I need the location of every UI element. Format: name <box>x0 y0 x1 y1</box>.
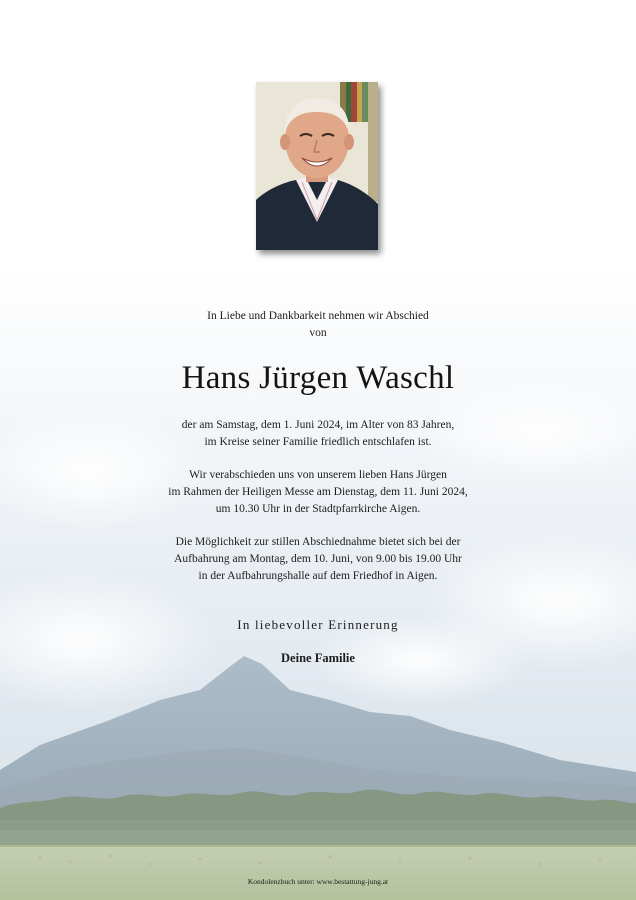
intro-line-2: von <box>309 327 327 339</box>
condolence-book-footer[interactable]: Kondolenzbuch unter: www.bestattung-jung.at <box>247 877 389 886</box>
service-line-2: im Rahmen der Heiligen Messe am Dienstag, dem 11. Juni 2024, <box>168 486 468 498</box>
viewing-paragraph <box>0 534 636 585</box>
service-paragraph <box>0 467 636 518</box>
service-line-1: Wir verabschieden uns von unserem lieben Hans Jürgen <box>189 469 447 481</box>
death-notice-line-2: im Kreise seiner Familie friedlich entschlafen ist. <box>204 436 432 448</box>
viewing-line-3: in der Aufbahrungshalle auf dem Friedhof in Aigen. <box>198 570 438 582</box>
portrait-photo <box>256 82 378 250</box>
viewing-line-2: Aufbahrung am Montag, dem 10. Juni, von 9.00 bis 19.00 Uhr <box>174 553 462 565</box>
death-notice-paragraph <box>0 417 636 451</box>
viewing-line-1: Die Möglichkeit zur stillen Abschiednahme bietet sich bei der <box>175 536 461 548</box>
deceased-name: Hans Jürgen Waschl <box>181 360 455 396</box>
remembrance-text: In liebevoller Erinnerung <box>237 617 399 632</box>
intro-text <box>0 308 636 342</box>
death-notice-line-1: der am Samstag, dem 1. Juni 2024, im Alter von 83 Jahren, <box>181 419 455 431</box>
intro-line-1: In Liebe und Dankbarkeit nehmen wir Abschied <box>207 310 429 322</box>
service-line-3: um 10.30 Uhr in der Stadtpfarrkirche Aigen. <box>215 503 421 515</box>
portrait-image <box>256 82 378 250</box>
family-signature: Deine Familie <box>281 651 355 665</box>
